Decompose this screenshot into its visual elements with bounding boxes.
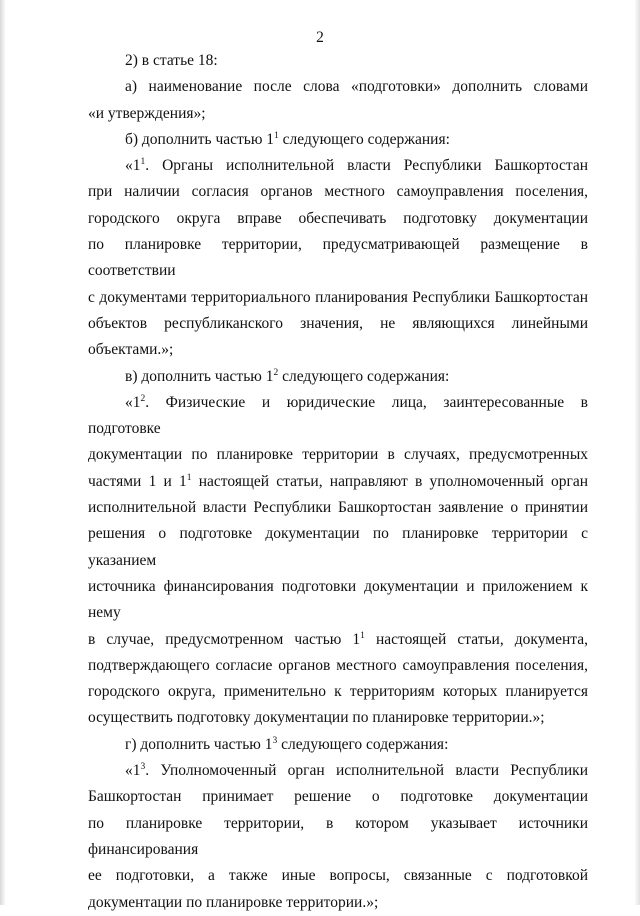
superscript: 3	[140, 762, 146, 773]
superscript: 1	[140, 157, 146, 168]
text-line	[88, 627, 588, 653]
superscript: 2	[140, 393, 146, 404]
text-line: по планировке территории, в котором указывает источники финансирования	[88, 814, 588, 858]
text-fragment: г) дополнить частью 1	[125, 735, 273, 753]
text-line: с документами территориального планирования Республики Башкортостан	[88, 288, 588, 306]
text-line: Башкортостан принимает решение о подготовке документации	[88, 788, 588, 806]
text-line: при наличии согласия органов местного самоуправления поселения,	[88, 183, 588, 201]
text-fragment: б) дополнить частью 1	[125, 130, 275, 148]
text-fragment: частями 1 и 1	[88, 472, 187, 490]
text-line	[88, 758, 588, 784]
text-line	[88, 732, 588, 758]
paragraph-g	[88, 732, 588, 758]
superscript: 1	[186, 472, 192, 483]
text-fragment: . Органы исполнительной власти Республики Башкортостан	[145, 157, 588, 175]
text-line: а) наименование после слова «подготовки» дополнить словами	[125, 78, 588, 96]
paragraph-v	[88, 364, 588, 390]
page-number: 2	[316, 29, 324, 46]
text-fragment: следующего содержания:	[278, 367, 450, 385]
superscript: 2	[273, 367, 279, 378]
text-line: решения о подготовке документации по планировке территории с указанием	[88, 525, 588, 569]
text-line: осуществить подготовку документации по планировке территории.»;	[88, 709, 545, 727]
text-fragment: следующего содержания:	[277, 735, 449, 753]
text-line: 2) в статье 18:	[125, 52, 218, 69]
paragraph-b	[88, 127, 588, 153]
text-fragment: следующего содержания:	[278, 130, 450, 148]
paragraph-part-1-3	[88, 758, 588, 916]
text-fragment: . Уполномоченный орган исполнительной власти Республики	[145, 762, 588, 780]
superscript: 1	[360, 630, 365, 641]
text-line: источника финансирования подготовки документации и приложением к нему	[88, 577, 588, 622]
text-line: подтверждающего согласие органов местного самоуправления поселения,	[88, 656, 588, 674]
text-fragment: настоящей статьи, направляют в уполномоченный орган	[191, 472, 589, 490]
text-fragment: «1	[125, 762, 141, 780]
text-line: объектами.»;	[88, 341, 174, 359]
text-line	[88, 469, 588, 495]
superscript: 1	[274, 130, 279, 141]
text-line: документации по планировке территории.»;	[88, 893, 379, 911]
text-line: документации по планировке территории в случаях, предусмотренных	[88, 446, 588, 464]
text-line: «и утверждения»;	[88, 104, 206, 122]
document-body	[88, 48, 588, 916]
scan-edge-right	[634, 0, 640, 905]
text-line: по планировке территории, предусматривающей размещение в соответствии	[88, 236, 588, 280]
text-line: исполнительной власти Республики Башкортостан заявление о принятии	[88, 499, 588, 517]
text-line	[88, 390, 588, 443]
text-fragment: в) дополнить частью 1	[125, 367, 274, 385]
text-line	[88, 364, 588, 390]
text-line	[88, 153, 588, 179]
text-fragment: в случае, предусмотренном частью 1	[88, 630, 361, 648]
scan-edge-left	[0, 0, 6, 905]
text-line: городского округа, применительно к территориям которых планируется	[88, 683, 588, 701]
paragraph-part-1-1	[88, 153, 588, 363]
text-line: городского округа вправе обеспечивать подготовку документации	[88, 209, 588, 227]
text-fragment: «1	[125, 393, 141, 411]
text-line	[88, 127, 588, 153]
text-line: объектов республиканского значения, не являющихся линейными	[88, 314, 588, 332]
text-fragment: настоящей статьи, документа,	[364, 630, 588, 648]
paragraph-a	[88, 74, 588, 127]
text-fragment: . Физические и юридические лица, заинтересованные в подготовке	[88, 393, 588, 438]
text-line: ее подготовки, а также иные вопросы, связанные с подготовкой	[88, 867, 588, 885]
text-fragment: «1	[125, 157, 141, 175]
paragraph-part-1-2	[88, 390, 588, 732]
superscript: 3	[272, 735, 278, 746]
paragraph-article-18	[88, 48, 588, 74]
